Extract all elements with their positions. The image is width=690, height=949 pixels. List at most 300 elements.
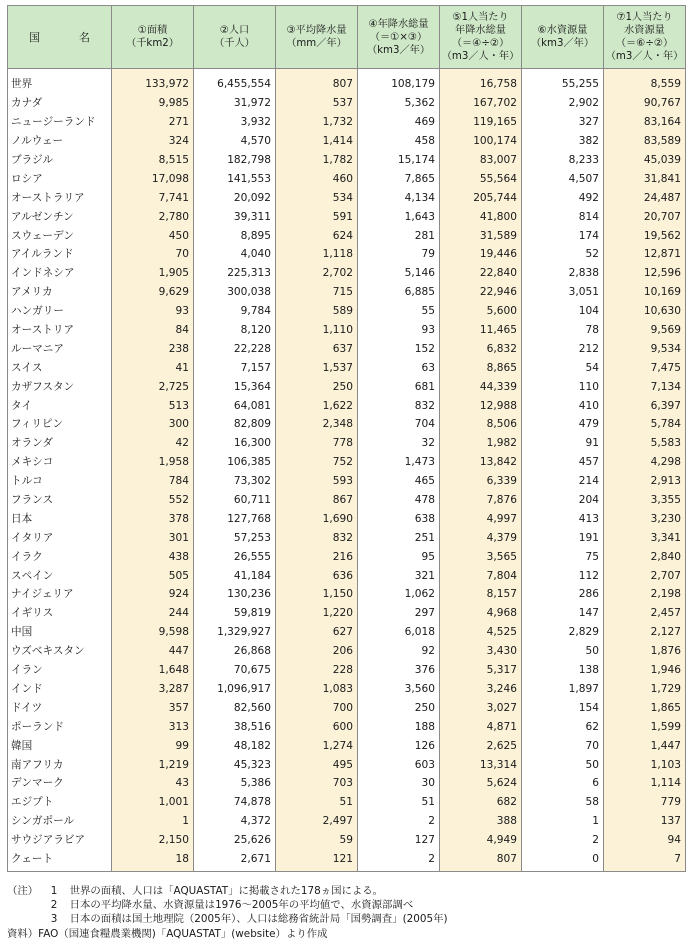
per-capita-precipitation-cell: 682 [440,793,522,812]
population-cell: 26,868 [194,642,276,661]
per-capita-water-resources-cell: 31,841 [604,169,686,188]
per-capita-water-resources-cell: 20,707 [604,207,686,226]
area-cell: 99 [112,736,194,755]
water-resources-cell: 327 [522,113,604,132]
per-capita-precipitation-cell: 83,007 [440,151,522,170]
per-capita-precipitation-cell: 22,946 [440,283,522,302]
avg-precipitation-cell: 1,274 [276,736,358,755]
area-cell: 924 [112,585,194,604]
population-cell: 1,096,917 [194,680,276,699]
population-cell: 38,516 [194,717,276,736]
area-cell: 9,598 [112,623,194,642]
avg-precipitation-cell: 2,348 [276,415,358,434]
population-cell: 182,798 [194,151,276,170]
country-name: エジプト [8,793,112,812]
country-header [8,6,112,69]
header-line: （＝④÷②） [451,38,510,49]
annual-precipitation-cell: 188 [358,717,440,736]
area-cell: 2,150 [112,831,194,850]
per-capita-water-resources-cell: 3,230 [604,509,686,528]
per-capita-precipitation-cell: 4,871 [440,717,522,736]
country-name: スペイン [8,566,112,585]
water-resources-cell: 2 [522,831,604,850]
per-capita-precipitation-cell: 44,339 [440,377,522,396]
population-cell: 16,300 [194,434,276,453]
annual-precipitation-cell: 465 [358,472,440,491]
per-capita-water-resources-cell: 1,103 [604,755,686,774]
per-capita-water-resources-cell: 12,871 [604,245,686,264]
per-capita-precipitation-cell: 807 [440,850,522,872]
country-name: ルーマニア [8,339,112,358]
note-text: 日本の面積は国土地理院（2005年）、人口は総務省統計局「国勢調査」(2005年) [69,913,448,926]
annual-precipitation-cell: 51 [358,793,440,812]
area-cell: 2,725 [112,377,194,396]
header-line: （km3／年） [530,38,595,49]
avg-precipitation-cell: 2,497 [276,812,358,831]
water-resources-cell: 2,902 [522,94,604,113]
country-name: ロシア [8,169,112,188]
avg-precipitation-cell: 59 [276,831,358,850]
table-row [8,283,686,302]
avg-precipitation-cell: 636 [276,566,358,585]
header-line: （mm／年） [286,38,347,49]
note-number: 1 [50,885,58,897]
area-cell: 438 [112,547,194,566]
area-cell: 17,098 [112,169,194,188]
per-capita-precipitation-cell: 5,624 [440,774,522,793]
area-cell: 3,287 [112,680,194,699]
per-capita-water-resources-cell: 94 [604,831,686,850]
header-line: ⑥水資源量 [537,25,588,36]
area-cell: 18 [112,850,194,872]
per-capita-water-resources-cell: 4,298 [604,453,686,472]
table-row [8,415,686,434]
avg-precipitation-cell: 1,220 [276,604,358,623]
area-cell: 552 [112,491,194,510]
country-name: ポーランド [8,717,112,736]
avg-precipitation-cell: 752 [276,453,358,472]
per-capita-water-resources-cell: 3,341 [604,528,686,547]
water-resources-cell: 58 [522,793,604,812]
population-cell: 5,386 [194,774,276,793]
header-line: ①面積 [137,25,168,36]
population-cell: 73,302 [194,472,276,491]
population-cell: 8,895 [194,226,276,245]
per-capita-water-resources-cell: 7,134 [604,377,686,396]
avg-precipitation-cell: 589 [276,302,358,321]
water-resources-cell: 6 [522,774,604,793]
avg-precipitation-cell: 1,414 [276,132,358,151]
per-capita-water-resources-header [604,6,686,69]
area-cell: 9,629 [112,283,194,302]
per-capita-precipitation-cell: 31,589 [440,226,522,245]
area-cell: 7,741 [112,188,194,207]
per-capita-water-resources-cell: 779 [604,793,686,812]
water-resources-cell: 147 [522,604,604,623]
per-capita-water-resources-cell: 2,198 [604,585,686,604]
annual-precipitation-cell: 5,362 [358,94,440,113]
water-resources-cell: 0 [522,850,604,872]
avg-precipitation-cell: 700 [276,698,358,717]
country-name: ナイジェリア [8,585,112,604]
water-resources-cell: 62 [522,717,604,736]
water-resources-cell: 112 [522,566,604,585]
table-row [8,453,686,472]
area-cell: 93 [112,302,194,321]
per-capita-precipitation-cell: 13,842 [440,453,522,472]
area-cell: 9,985 [112,94,194,113]
area-cell: 271 [112,113,194,132]
water-resources-cell: 382 [522,132,604,151]
table-body [8,69,686,872]
avg-precipitation-cell: 1,118 [276,245,358,264]
per-capita-water-resources-cell: 1,865 [604,698,686,717]
table-row [8,509,686,528]
avg-precipitation-cell: 715 [276,283,358,302]
per-capita-precipitation-cell: 4,997 [440,509,522,528]
water-resources-cell: 457 [522,453,604,472]
table-row [8,302,686,321]
per-capita-precipitation-cell: 11,465 [440,321,522,340]
area-cell: 1,905 [112,264,194,283]
area-cell: 41 [112,358,194,377]
per-capita-water-resources-cell: 2,840 [604,547,686,566]
per-capita-water-resources-cell: 7 [604,850,686,872]
avg-precipitation-cell: 460 [276,169,358,188]
water-resources-cell: 55,255 [522,69,604,94]
per-capita-precipitation-cell: 100,174 [440,132,522,151]
per-capita-precipitation-cell: 16,758 [440,69,522,94]
area-header [112,6,194,69]
area-cell: 447 [112,642,194,661]
water-resources-cell: 4,507 [522,169,604,188]
country-name: 日本 [8,509,112,528]
per-capita-precipitation-cell: 3,246 [440,680,522,699]
per-capita-precipitation-cell: 8,157 [440,585,522,604]
avg-precipitation-cell: 1,782 [276,151,358,170]
country-name: フィリピン [8,415,112,434]
country-name: カナダ [8,94,112,113]
per-capita-precipitation-header [440,6,522,69]
population-cell: 45,323 [194,755,276,774]
area-cell: 378 [112,509,194,528]
country-name: ドイツ [8,698,112,717]
avg-precipitation-cell: 1,150 [276,585,358,604]
country-name: 中国 [8,623,112,642]
country-name: アルゼンチン [8,207,112,226]
note-line-1 [7,884,687,898]
area-cell: 1,958 [112,453,194,472]
table-row [8,774,686,793]
area-cell: 70 [112,245,194,264]
avg-precipitation-cell: 537 [276,94,358,113]
note-number: 3 [50,913,58,926]
annual-precipitation-cell: 152 [358,339,440,358]
header-line: 年降水総量 [455,25,506,36]
country-name: インドネシア [8,264,112,283]
population-cell: 22,228 [194,339,276,358]
annual-precipitation-cell: 6,018 [358,623,440,642]
country-name: カザフスタン [8,377,112,396]
annual-precipitation-cell: 92 [358,642,440,661]
avg-precipitation-cell: 867 [276,491,358,510]
country-name: 世界 [8,69,112,94]
table-row [8,151,686,170]
per-capita-water-resources-cell: 10,630 [604,302,686,321]
per-capita-water-resources-cell: 2,457 [604,604,686,623]
water-resources-cell: 154 [522,698,604,717]
annual-precipitation-cell: 681 [358,377,440,396]
water-resources-cell: 91 [522,434,604,453]
table-row [8,566,686,585]
country-name: アメリカ [8,283,112,302]
country-name: イタリア [8,528,112,547]
water-resources-cell: 814 [522,207,604,226]
avg-precipitation-cell: 1,110 [276,321,358,340]
table-row [8,396,686,415]
note-text: 世界の面積、人口は「AQUASTAT」に掲載された178ヵ国による。 [69,885,384,897]
per-capita-water-resources-cell: 9,534 [604,339,686,358]
population-cell: 225,313 [194,264,276,283]
water-resources-cell: 50 [522,755,604,774]
annual-precipitation-cell: 127 [358,831,440,850]
avg-precipitation-cell: 627 [276,623,358,642]
country-name: ウズベキスタン [8,642,112,661]
annual-precipitation-cell: 321 [358,566,440,585]
table-row [8,491,686,510]
per-capita-precipitation-cell: 8,506 [440,415,522,434]
table-row [8,132,686,151]
header-line: （千km2） [126,38,179,49]
notes [7,884,687,941]
header-line: （km3／年） [366,44,431,56]
header-line: （m3／人・年） [605,51,684,62]
per-capita-precipitation-cell: 7,876 [440,491,522,510]
area-cell: 2,780 [112,207,194,226]
per-capita-precipitation-cell: 2,625 [440,736,522,755]
water-resources-cell: 479 [522,415,604,434]
country-name: 南アフリカ [8,755,112,774]
annual-precipitation-cell: 3,560 [358,680,440,699]
population-cell: 2,671 [194,850,276,872]
avg-precipitation-cell: 206 [276,642,358,661]
annual-precipitation-cell: 126 [358,736,440,755]
country-name: クェート [8,850,112,872]
population-cell: 59,819 [194,604,276,623]
header-line: （m3／人・年） [441,51,520,62]
country-name: インド [8,680,112,699]
population-cell: 4,040 [194,245,276,264]
avg-precipitation-header [276,6,358,69]
table-row [8,736,686,755]
per-capita-water-resources-cell: 1,599 [604,717,686,736]
per-capita-precipitation-cell: 3,565 [440,547,522,566]
per-capita-water-resources-cell: 1,447 [604,736,686,755]
annual-precipitation-cell: 297 [358,604,440,623]
water-resources-cell: 1,897 [522,680,604,699]
area-cell: 784 [112,472,194,491]
country-name: タイ [8,396,112,415]
per-capita-water-resources-cell: 1,946 [604,661,686,680]
avg-precipitation-cell: 591 [276,207,358,226]
avg-precipitation-cell: 637 [276,339,358,358]
annual-precipitation-cell: 6,885 [358,283,440,302]
per-capita-precipitation-cell: 3,027 [440,698,522,717]
annual-precipitation-cell: 30 [358,774,440,793]
annual-precipitation-cell: 2 [358,812,440,831]
table-row [8,69,686,94]
country-name: ハンガリー [8,302,112,321]
per-capita-precipitation-cell: 5,317 [440,661,522,680]
country-name: イギリス [8,604,112,623]
population-cell: 3,932 [194,113,276,132]
per-capita-water-resources-cell: 137 [604,812,686,831]
area-cell: 450 [112,226,194,245]
water-resources-cell: 212 [522,339,604,358]
per-capita-precipitation-cell: 8,865 [440,358,522,377]
per-capita-water-resources-cell: 5,583 [604,434,686,453]
per-capita-precipitation-cell: 7,804 [440,566,522,585]
avg-precipitation-cell: 2,702 [276,264,358,283]
population-cell: 4,372 [194,812,276,831]
water-resources-cell: 2,829 [522,623,604,642]
water-resources-cell: 75 [522,547,604,566]
table-row [8,358,686,377]
table-row [8,321,686,340]
per-capita-water-resources-cell: 83,164 [604,113,686,132]
country-name: シンガポール [8,812,112,831]
avg-precipitation-cell: 216 [276,547,358,566]
per-capita-precipitation-cell: 4,525 [440,623,522,642]
table-row [8,812,686,831]
water-resources-cell: 138 [522,661,604,680]
annual-precipitation-cell: 704 [358,415,440,434]
table-row [8,717,686,736]
table-row [8,188,686,207]
water-resources-table [7,5,686,872]
population-cell: 6,455,554 [194,69,276,94]
annual-precipitation-cell: 93 [358,321,440,340]
avg-precipitation-cell: 624 [276,226,358,245]
per-capita-water-resources-cell: 10,169 [604,283,686,302]
table-row [8,547,686,566]
table-row [8,585,686,604]
per-capita-water-resources-cell: 12,596 [604,264,686,283]
water-resources-cell: 3,051 [522,283,604,302]
area-cell: 43 [112,774,194,793]
water-resources-cell: 413 [522,509,604,528]
avg-precipitation-cell: 1,537 [276,358,358,377]
annual-precipitation-cell: 4,134 [358,188,440,207]
area-cell: 42 [112,434,194,453]
annual-precipitation-cell: 251 [358,528,440,547]
country-name: フランス [8,491,112,510]
water-resources-cell: 191 [522,528,604,547]
annual-precipitation-cell: 458 [358,132,440,151]
per-capita-water-resources-cell: 45,039 [604,151,686,170]
area-cell: 84 [112,321,194,340]
per-capita-water-resources-cell: 19,562 [604,226,686,245]
water-resources-cell: 286 [522,585,604,604]
per-capita-water-resources-cell: 9,569 [604,321,686,340]
table-row [8,850,686,872]
population-cell: 4,570 [194,132,276,151]
annual-precipitation-cell: 5,146 [358,264,440,283]
water-resources-cell: 8,233 [522,151,604,170]
area-cell: 133,972 [112,69,194,94]
population-cell: 41,184 [194,566,276,585]
population-cell: 8,120 [194,321,276,340]
area-cell: 1,219 [112,755,194,774]
table-row [8,434,686,453]
annual-precipitation-cell: 1,473 [358,453,440,472]
country-name: トルコ [8,472,112,491]
per-capita-water-resources-cell: 3,355 [604,491,686,510]
table-row [8,831,686,850]
annual-precipitation-cell: 603 [358,755,440,774]
population-cell: 64,081 [194,396,276,415]
table-row [8,472,686,491]
population-cell: 7,157 [194,358,276,377]
per-capita-precipitation-cell: 41,800 [440,207,522,226]
avg-precipitation-cell: 1,622 [276,396,358,415]
area-cell: 244 [112,604,194,623]
per-capita-precipitation-cell: 1,982 [440,434,522,453]
population-cell: 48,182 [194,736,276,755]
annual-precipitation-cell: 15,174 [358,151,440,170]
area-cell: 357 [112,698,194,717]
table-row [8,94,686,113]
population-cell: 74,878 [194,793,276,812]
table-row [8,377,686,396]
header-line: 水資源量 [624,25,665,36]
note-label: （注） [7,885,39,897]
avg-precipitation-cell: 832 [276,528,358,547]
population-cell: 1,329,927 [194,623,276,642]
header-line: ④年降水総量 [368,18,429,30]
area-cell: 313 [112,717,194,736]
annual-precipitation-cell: 250 [358,698,440,717]
water-resources-cell: 52 [522,245,604,264]
per-capita-water-resources-cell: 1,114 [604,774,686,793]
table-row [8,698,686,717]
per-capita-precipitation-cell: 4,949 [440,831,522,850]
per-capita-precipitation-cell: 22,840 [440,264,522,283]
country-name: ノルウェー [8,132,112,151]
country-name: メキシコ [8,453,112,472]
population-cell: 25,626 [194,831,276,850]
area-cell: 513 [112,396,194,415]
population-cell: 127,768 [194,509,276,528]
avg-precipitation-cell: 703 [276,774,358,793]
header-line: ⑤1人当たり [452,12,509,23]
per-capita-precipitation-cell: 5,600 [440,302,522,321]
per-capita-precipitation-cell: 3,430 [440,642,522,661]
per-capita-precipitation-cell: 4,379 [440,528,522,547]
per-capita-precipitation-cell: 6,832 [440,339,522,358]
table-row [8,169,686,188]
avg-precipitation-cell: 1,083 [276,680,358,699]
country-name: アイルランド [8,245,112,264]
per-capita-water-resources-cell: 5,784 [604,415,686,434]
annual-precipitation-cell: 108,179 [358,69,440,94]
avg-precipitation-cell: 778 [276,434,358,453]
avg-precipitation-cell: 51 [276,793,358,812]
population-cell: 31,972 [194,94,276,113]
table-row [8,113,686,132]
country-name: イラク [8,547,112,566]
country-name: オーストリア [8,321,112,340]
